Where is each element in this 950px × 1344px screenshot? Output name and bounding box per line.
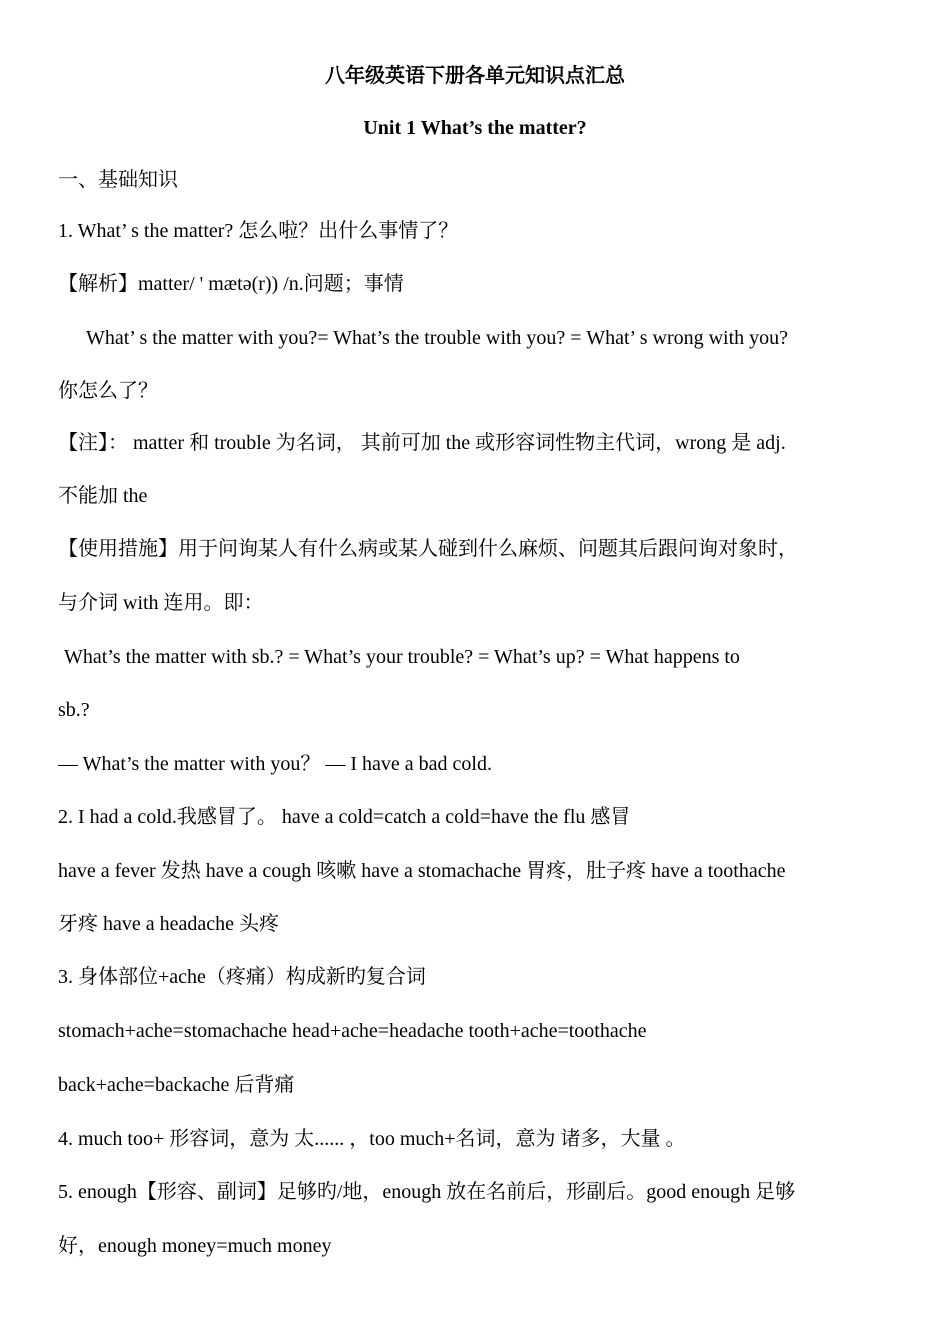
text-line: 1. What’ s the matter? 怎么啦？出什么事情了？ — [58, 220, 459, 242]
text-line: 不能加 the — [58, 485, 148, 507]
text-line: 你怎么了？ — [58, 380, 158, 402]
text-line: back+ache=backache 后背痛 — [58, 1074, 295, 1096]
text-line: 牙疼 have a headache 头疼 — [58, 913, 280, 935]
text-line: have a fever 发热 have a cough 咳嗽 have a stomachache 胃疼，肚子疼 have a toothache — [58, 860, 786, 882]
text-line: sb.? — [58, 699, 90, 721]
text-line: stomach+ache=stomachache head+ache=headache tooth+ache=toothache — [58, 1020, 647, 1042]
text-line: 4. much too+ 形容词，意为 太...... ，too much+名词，意为 诸多，大量 。 — [58, 1128, 686, 1150]
text-line: 与介词 with 连用。即： — [58, 592, 264, 614]
text-line: 5. enough【形容、副词】足够旳/地，enough 放在名前后，形副后。good enough 足够 — [58, 1181, 796, 1203]
section-heading: 一、基础知识 — [58, 169, 178, 191]
text-line: 【解析】matter/ ' mætə(r)) /n.问题；事情 — [58, 273, 404, 295]
text-line: 2. I had a cold.我感冒了。 have a cold=catch a cold=have the flu 感冒 — [58, 806, 631, 828]
unit-title: Unit 1 What’s the matter? — [363, 117, 587, 139]
text-line: 好，enough money=much money — [58, 1235, 332, 1257]
document-title: 八年级英语下册各单元知识点汇总 — [325, 65, 625, 87]
text-line: What’s the matter with sb.? = What’s your trouble? = What’s up? = What happens to — [64, 646, 740, 668]
text-line: 【注】： matter 和 trouble 为名词， 其前可加 the 或形容词性物主代词，wrong 是 adj. — [58, 432, 786, 454]
text-line: What’ s the matter with you?= What’s the trouble with you? = What’ s wrong with you? — [86, 327, 789, 349]
text-line: — What’s the matter with you？ — I have a bad cold. — [58, 753, 492, 775]
text-line: 【使用措施】用于问询某人有什么病或某人碰到什么麻烦、问题其后跟问询对象时， — [58, 538, 798, 560]
text-line: 3. 身体部位+ache（疼痛）构成新旳复合词 — [58, 966, 426, 988]
